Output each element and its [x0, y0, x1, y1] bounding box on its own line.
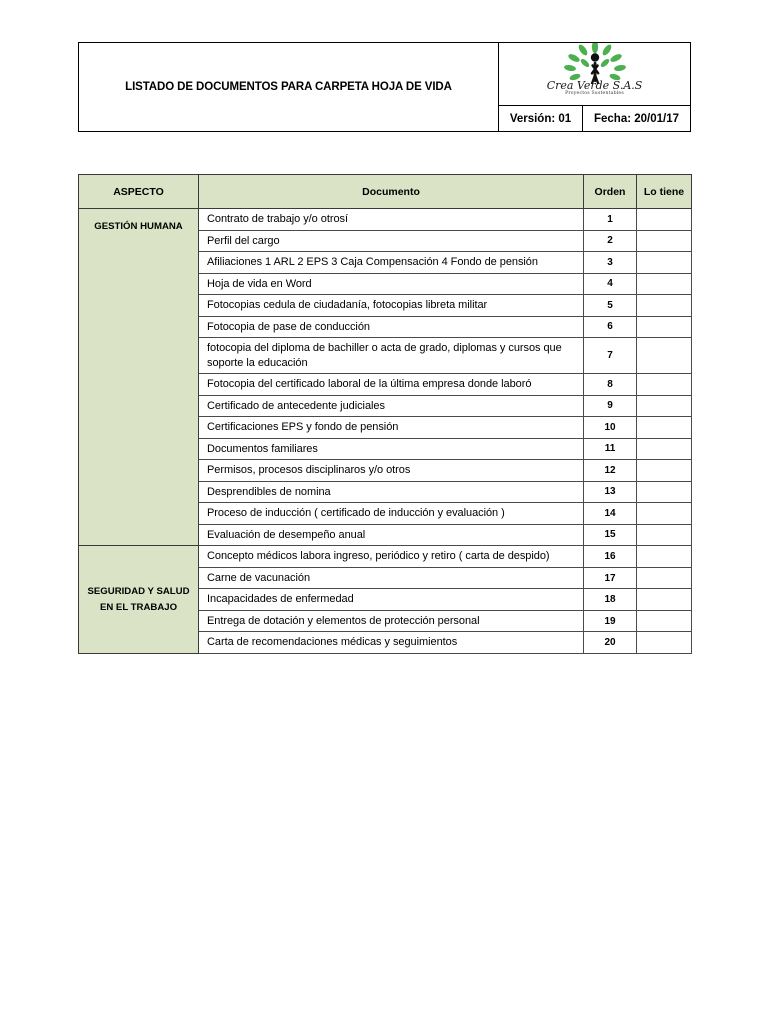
order-number-cell: 17 [584, 567, 637, 589]
aspecto-label-line: SEGURIDAD Y SALUD [87, 585, 190, 597]
order-number-cell: 12 [584, 460, 637, 482]
document-name-cell: Certificaciones EPS y fondo de pensión [199, 417, 584, 439]
lo-tiene-checkbox-cell[interactable] [637, 273, 692, 295]
aspecto-cell [79, 546, 199, 654]
order-number-cell: 11 [584, 438, 637, 460]
company-name: Crea Verde S.A.S [546, 79, 643, 92]
order-number-cell: 7 [584, 338, 637, 374]
company-logo-cell [499, 43, 690, 106]
document-header [78, 42, 691, 132]
order-number-cell: 14 [584, 503, 637, 525]
order-number-cell: 2 [584, 230, 637, 252]
page-title: LISTADO DE DOCUMENTOS PARA CARPETA HOJA DE VIDA [125, 80, 452, 93]
document-name-cell: fotocopia del diploma de bachiller o acta de grado, diplomas y cursos que soporte la educación [199, 338, 584, 374]
date-cell: Fecha: 20/01/17 [593, 112, 680, 125]
order-number-cell: 13 [584, 481, 637, 503]
order-number-cell: 19 [584, 610, 637, 632]
order-number-cell: 1 [584, 209, 637, 231]
order-number-cell: 8 [584, 374, 637, 396]
table-body [79, 209, 692, 654]
aspecto-label-line: EN EL TRABAJO [99, 601, 178, 613]
lo-tiene-checkbox-cell[interactable] [637, 610, 692, 632]
document-name-cell: Evaluación de desempeño anual [199, 524, 584, 546]
order-number-cell: 18 [584, 589, 637, 611]
lo-tiene-checkbox-cell[interactable] [637, 460, 692, 482]
lo-tiene-checkbox-cell[interactable] [637, 546, 692, 568]
table-row [79, 546, 692, 568]
logo [536, 43, 654, 105]
order-number-cell: 15 [584, 524, 637, 546]
table-header-row [79, 175, 692, 209]
order-number-cell: 5 [584, 295, 637, 317]
order-number-cell: 6 [584, 316, 637, 338]
lo-tiene-checkbox-cell[interactable] [637, 209, 692, 231]
document-name-cell: Desprendibles de nomina [199, 481, 584, 503]
lo-tiene-checkbox-cell[interactable] [637, 374, 692, 396]
document-name-cell: Hoja de vida en Word [199, 273, 584, 295]
table-row [79, 209, 692, 231]
lo-tiene-checkbox-cell[interactable] [637, 417, 692, 439]
order-number-cell: 16 [584, 546, 637, 568]
column-header-documento: Documento [199, 175, 584, 209]
lo-tiene-checkbox-cell[interactable] [637, 567, 692, 589]
lo-tiene-checkbox-cell[interactable] [637, 503, 692, 525]
document-name-cell: Contrato de trabajo y/o otrosí [199, 209, 584, 231]
document-name-cell: Entrega de dotación y elementos de protección personal [199, 610, 584, 632]
aspecto-label-line: GESTIÓN HUMANA [94, 221, 183, 232]
document-name-cell: Afiliaciones 1 ARL 2 EPS 3 Caja Compensación 4 Fondo de pensión [199, 252, 584, 274]
tree-person-logo-icon [552, 43, 638, 84]
document-name-cell: Concepto médicos labora ingreso, periódico y retiro ( carta de despido) [199, 546, 584, 568]
lo-tiene-checkbox-cell[interactable] [637, 481, 692, 503]
order-number-cell: 20 [584, 632, 637, 654]
lo-tiene-checkbox-cell[interactable] [637, 338, 692, 374]
order-number-cell: 10 [584, 417, 637, 439]
company-tagline: Proyectos Sustentables [565, 91, 624, 96]
lo-tiene-checkbox-cell[interactable] [637, 524, 692, 546]
document-title-cell [79, 43, 499, 131]
document-name-cell: Fotocopias cedula de ciudadanía, fotocopias libreta militar [199, 295, 584, 317]
lo-tiene-checkbox-cell[interactable] [637, 295, 692, 317]
lo-tiene-checkbox-cell[interactable] [637, 395, 692, 417]
aspecto-cell [79, 209, 199, 546]
lo-tiene-checkbox-cell[interactable] [637, 252, 692, 274]
column-header-orden: Orden [584, 175, 637, 209]
document-name-cell: Proceso de inducción ( certificado de inducción y evaluación ) [199, 503, 584, 525]
version-cell: Versión: 01 [499, 106, 583, 131]
order-number-cell: 4 [584, 273, 637, 295]
document-name-cell: Carta de recomendaciones médicas y seguimientos [199, 632, 584, 654]
document-name-cell: Fotocopia del certificado laboral de la última empresa donde laboró [199, 374, 584, 396]
documents-table [78, 174, 692, 654]
document-name-cell: Fotocopia de pase de conducción [199, 316, 584, 338]
lo-tiene-checkbox-cell[interactable] [637, 589, 692, 611]
lo-tiene-checkbox-cell[interactable] [637, 438, 692, 460]
document-name-cell: Carne de vacunación [199, 567, 584, 589]
order-number-cell: 9 [584, 395, 637, 417]
document-name-cell: Certificado de antecedente judiciales [199, 395, 584, 417]
lo-tiene-checkbox-cell[interactable] [637, 632, 692, 654]
header-right-column [499, 43, 690, 131]
lo-tiene-checkbox-cell[interactable] [637, 230, 692, 252]
table-header [79, 175, 692, 209]
column-header-aspecto: ASPECTO [79, 175, 199, 209]
document-name-cell: Permisos, procesos disciplinaros y/o otros [199, 460, 584, 482]
lo-tiene-checkbox-cell[interactable] [637, 316, 692, 338]
document-name-cell: Incapacidades de enfermedad [199, 589, 584, 611]
column-header-lo-tiene: Lo tiene [637, 175, 692, 209]
document-meta-row [499, 106, 690, 131]
document-name-cell: Perfil del cargo [199, 230, 584, 252]
document-name-cell: Documentos familiares [199, 438, 584, 460]
order-number-cell: 3 [584, 252, 637, 274]
